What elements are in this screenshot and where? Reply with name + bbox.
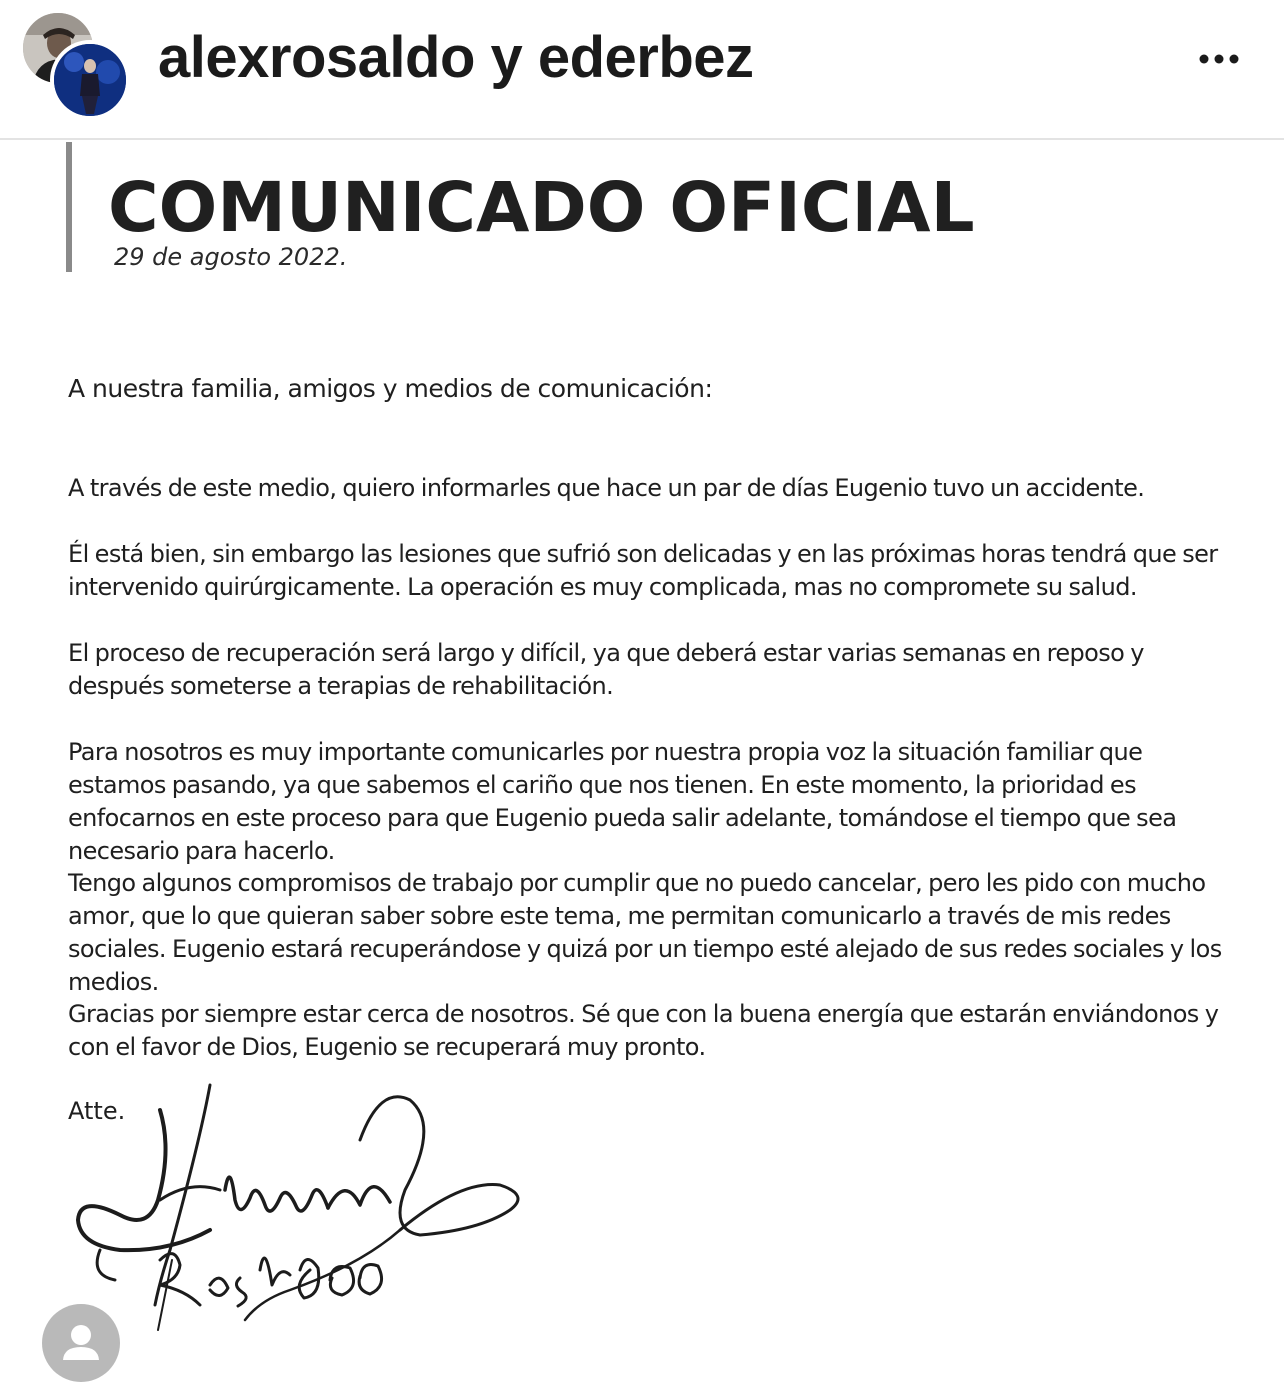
more-horizontal-icon <box>1186 44 1252 74</box>
document-greeting: A nuestra familia, amigos y medios de comunicación: <box>68 374 713 403</box>
user-icon <box>42 1304 120 1382</box>
document-paragraph: Gracias por siempre estar cerca de nosotros. Sé que con la buena energía que estarán enviándonos y con el favor de Dios, Eugenio se recuperará muy pronto. <box>68 1000 1219 1061</box>
post-image-document[interactable] <box>0 140 1284 1396</box>
avatar-ederbez[interactable] <box>50 40 130 120</box>
document-paragraph: El proceso de recuperación será largo y difícil, ya que deberá estar varias semanas en reposo y después someterse a terapias de rehabilitación. <box>68 639 1144 700</box>
signature-icon <box>60 1080 540 1340</box>
document-closing: Atte. <box>68 1097 126 1125</box>
avatar-stack[interactable] <box>20 10 130 120</box>
post-header <box>0 0 1284 140</box>
title-accent-bar <box>66 142 72 272</box>
more-options-button[interactable] <box>1186 44 1252 74</box>
post-username[interactable]: alexrosaldo y ederbez <box>158 25 754 90</box>
document-paragraph: Tengo algunos compromisos de trabajo por cumplir que no puedo cancelar, pero les pido con mucho amor, que lo que quieran saber sobre este tema, me permitan comunicarlo a través de mis redes sociales. Eugenio estará recuperándose y quizá por un tiempo esté alejado de sus redes sociales y los medios. <box>68 869 1222 996</box>
document-paragraph: Él está bien, sin embargo las lesiones que sufrió son delicadas y en las próximas horas tendrá que ser intervenido quirúrgicamente. La operación es muy complicada, mas no compromete su salud. <box>68 540 1218 601</box>
document-paragraph: A través de este medio, quiero informarles que hace un par de días Eugenio tuvo un accidente. <box>68 474 1145 502</box>
document-paragraph: Para nosotros es muy importante comunicarles por nuestra propia voz la situación familiar que estamos pasando, ya que sabemos el cariño que nos tienen. En este momento, la prioridad es enfocarnos en este proceso para que Eugenio pueda salir adelante, tomándose el tiempo que sea necesario para hacerlo. <box>68 738 1177 865</box>
profile-tag-button[interactable] <box>42 1304 120 1382</box>
stage-photo-icon <box>54 44 126 116</box>
document-title: COMUNICADO OFICIAL <box>108 168 975 248</box>
document-date: 29 de agosto 2022. <box>114 243 348 271</box>
